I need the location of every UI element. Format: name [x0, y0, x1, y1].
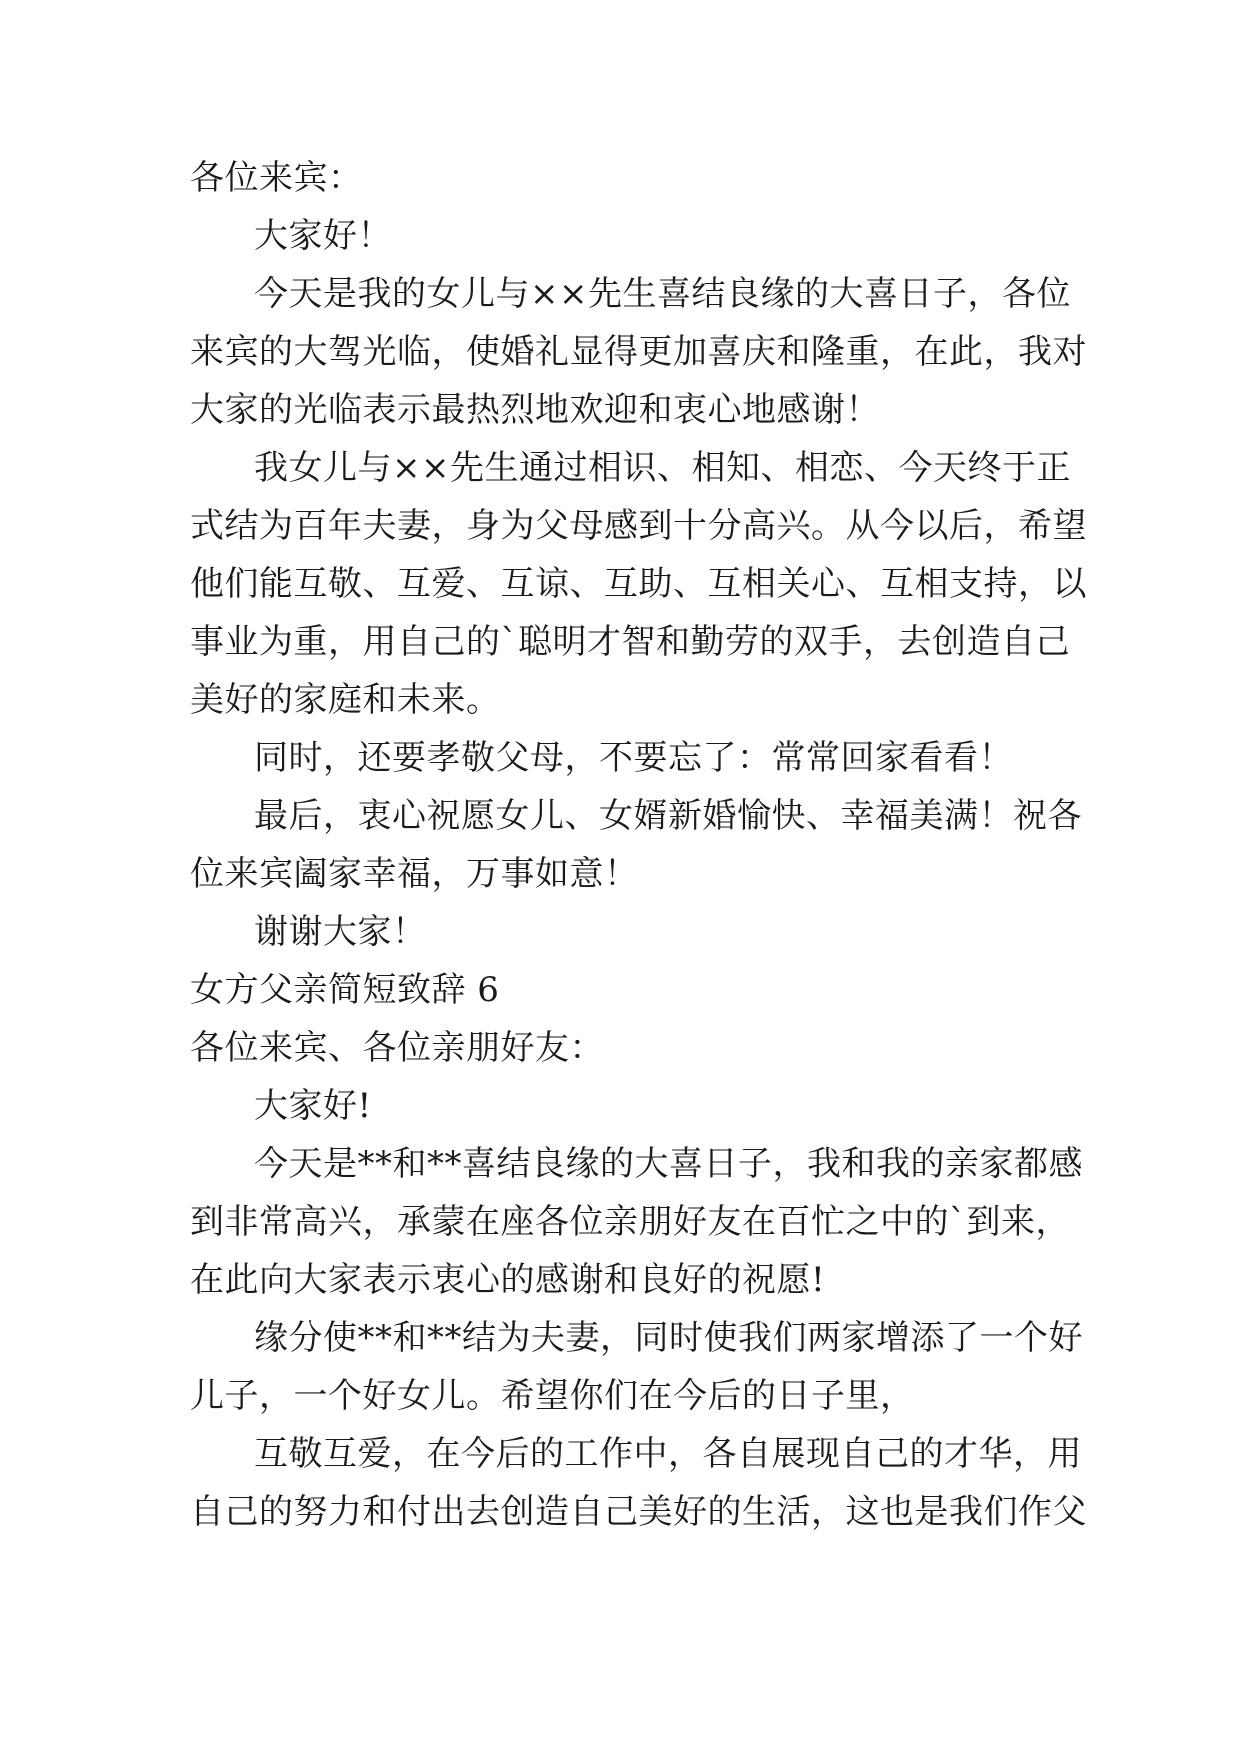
paragraph-line: 我女儿与××先生通过相识、相知、相恋、今天终于正 — [254, 448, 1071, 488]
paragraph-line: 到非常高兴，承蒙在座各位亲朋好友在百忙之中的`到来， — [190, 1202, 1070, 1242]
paragraph-line: 位来宾阖家幸福，万事如意！ — [190, 854, 639, 894]
section-heading: 女方父亲简短致辞 6 — [190, 970, 500, 1010]
paragraph-line: 他们能互敬、互爱、互谅、互助、互相关心、互相支持，以 — [190, 564, 1087, 604]
greeting-line: 各位来宾、各位亲朋好友： — [190, 1028, 604, 1068]
paragraph-line: 同时，还要孝敬父母，不要忘了：常常回家看看！ — [254, 738, 1013, 778]
paragraph-line: 在此向大家表示衷心的感谢和良好的祝愿! — [190, 1260, 826, 1300]
paragraph-line: 来宾的大驾光临，使婚礼显得更加喜庆和隆重，在此，我对 — [190, 332, 1087, 372]
paragraph-line: 今天是我的女儿与××先生喜结良缘的大喜日子，各位 — [254, 274, 1071, 314]
paragraph-line: 式结为百年夫妻，身为父母感到十分高兴。从今以后，希望 — [190, 506, 1087, 546]
paragraph-line: 缘分使**和**结为夫妻，同时使我们两家增添了一个好 — [254, 1318, 1083, 1358]
paragraph-line: 最后，衷心祝愿女儿、女婿新婚愉快、幸福美满！祝各 — [254, 796, 1082, 836]
paragraph-line: 儿子，一个好女儿。希望你们在今后的日子里， — [190, 1376, 915, 1416]
greeting-line: 各位来宾： — [190, 158, 363, 198]
paragraph-line: 事业为重，用自己的`聪明才智和勤劳的双手，去创造自己 — [190, 622, 1070, 662]
paragraph-line: 互敬互爱，在今后的工作中，各自展现自己的才华，用 — [254, 1434, 1082, 1474]
paragraph-line: 自己的努力和付出去创造自己美好的生活，这也是我们作父 — [190, 1492, 1087, 1532]
paragraph-line: 美好的家庭和未来。 — [190, 680, 501, 720]
paragraph-line: 今天是**和**喜结良缘的大喜日子，我和我的亲家都感 — [254, 1144, 1083, 1184]
salutation-line: 大家好！ — [254, 216, 392, 256]
closing-line: 谢谢大家！ — [254, 912, 427, 952]
paragraph-line: 大家的光临表示最热烈地欢迎和衷心地感谢！ — [190, 390, 880, 430]
salutation-line: 大家好! — [254, 1086, 372, 1126]
